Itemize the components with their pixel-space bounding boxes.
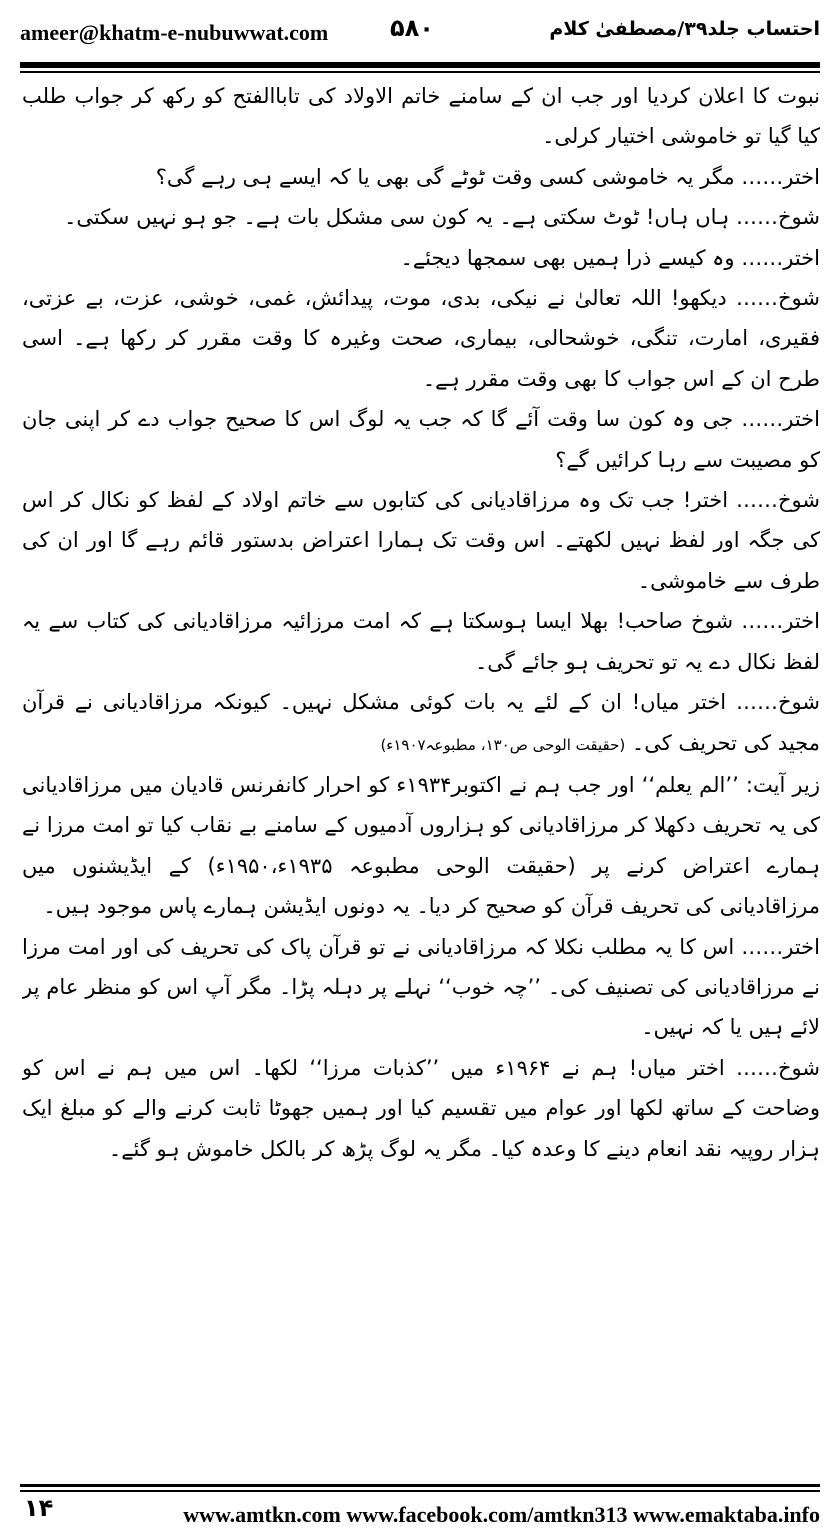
body-text <box>22 76 820 1476</box>
paragraph: اختر…… اس کا یہ مطلب نکلا کہ مرزاقادیانی نے تو قرآن پاک کی تحریف کی اور امت مرزا نے مرزاقادیانی کی تصنیف کی۔ ’’چہ خوب‘‘ نہلے پر دہلہ پڑا۔ مگر آپ اس کو منظر عام پر لائے ہیں یا کہ نہیں۔ <box>22 934 820 1040</box>
page-header <box>20 14 820 54</box>
header-email: ameer@khatm-e-nubuwwat.com <box>20 20 329 45</box>
paragraph: اختر…… مگر یہ خاموشی کسی وقت ٹوٹے گی بھی یا کہ ایسے ہی رہے گی؟ <box>155 164 820 189</box>
paragraph: شوخ…… اختر میاں! ان کے لئے یہ بات کوئی مشکل نہیں۔ کیونکہ مرزاقادیانی نے قرآن مجید کی تحریف کی۔ <box>22 690 820 755</box>
header-page-number: ۵۸۰ <box>390 14 434 42</box>
citation: (حقیقت الوحی ص۱۳۰، مطبوعہ۱۹۰۷ء) <box>380 735 626 754</box>
paragraph: اختر…… وہ کیسے ذرا ہمیں بھی سمجھا دیجئے۔ <box>400 245 820 270</box>
paragraph: شوخ…… اختر میاں! ہم نے ۱۹۶۴ء میں ’’کذبات مرزا‘‘ لکھا۔ اس میں ہم نے اس کو وضاحت کے ساتھ لکھا اور عوام میں تقسیم کیا اور ہمیں جھوٹا ثابت کرنے والے کو مبلغ ایک ہزار روپیہ نقد انعام دینے کا وعدہ کیا۔ مگر یہ لوگ پڑھ کر بالکل خاموش ہو گئے۔ <box>22 1055 820 1161</box>
header-book-title: احتساب جلد۳۹/مصطفیٰ کلام <box>549 18 820 40</box>
footer-rule-thin <box>20 1490 820 1492</box>
paragraph: شوخ…… ہاں ہاں! ٹوٹ سکتی ہے۔ یہ کون سی مشکل بات ہے۔ جو ہو نہیں سکتی۔ <box>64 205 820 230</box>
footer-page-number: ۱۴ <box>24 1494 54 1522</box>
footer-links: www.amtkn.com www.facebook.com/amtkn313 www.emaktaba.info <box>183 1502 820 1527</box>
paragraph-with-citation <box>22 682 820 765</box>
header-rule-thin <box>20 71 820 73</box>
paragraph: زیر آیت: ’’الم یعلم‘‘ اور جب ہم نے اکتوبر۱۹۳۴ء کو احرار کانفرنس قادیان میں مرزاقادیانی کی یہ تحریف دکھلا کر مرزاقادیانی کو ہزاروں آدمیوں کے سامنے بے نقاب کیا تو امت مرزا نے ہمارے اعتراض کرنے پر (حقیقت الوحی مطبوعہ ۱۹۳۵ء،۱۹۵۰ء) کے ایڈیشنوں میں مرزاقادیانی کی تحریف قرآن کو صحیح کر دیا۔ یہ دونوں ایڈیشن ہمارے پاس موجود ہیں۔ <box>22 772 820 919</box>
paragraph: اختر…… جی وہ کون سا وقت آئے گا کہ جب یہ لوگ اس کا صحیح جواب دے کر اپنی جان کو مصیبت سے رہا کرائیں گے؟ <box>22 407 820 472</box>
paragraph: شوخ…… اختر! جب تک وہ مرزاقادیانی کی کتابوں سے خاتم اولاد کے لفظ کو نکال کر اس کی جگہ اور لفظ نہیں لکھتے۔ اس وقت تک ہمارا اعتراض بدستور قائم رہے گا اور ان کی طرف سے خاموشی۔ <box>22 488 820 593</box>
paragraph: اختر…… شوخ صاحب! بھلا ایسا ہوسکتا ہے کہ امت مرزائیہ مرزاقادیانی کی کتاب سے یہ لفظ نکال دے یہ تو تحریف ہو جائے گی۔ <box>22 609 820 674</box>
footer-rule-thick <box>20 1484 820 1487</box>
header-rule-thick <box>20 62 820 68</box>
paragraph: نبوت کا اعلان کردیا اور جب ان کے سامنے خاتم الاولاد کی تاباالفتح کو رکھ کر جواب طلب کیا گیا تو خاموشی اختیار کرلی۔ <box>22 84 820 149</box>
paragraph: شوخ…… دیکھو! اللہ تعالیٰ نے نیکی، بدی، موت، پیدائش، غمی، خوشی، عزت، بے عزتی، فقیری، امارت، تنگی، خوشحالی، بیماری، صحت وغیرہ کا وقت مقرر کر رکھا ہے۔ اسی طرح ان کے اس جواب کا بھی وقت مقرر ہے۔ <box>22 286 820 391</box>
